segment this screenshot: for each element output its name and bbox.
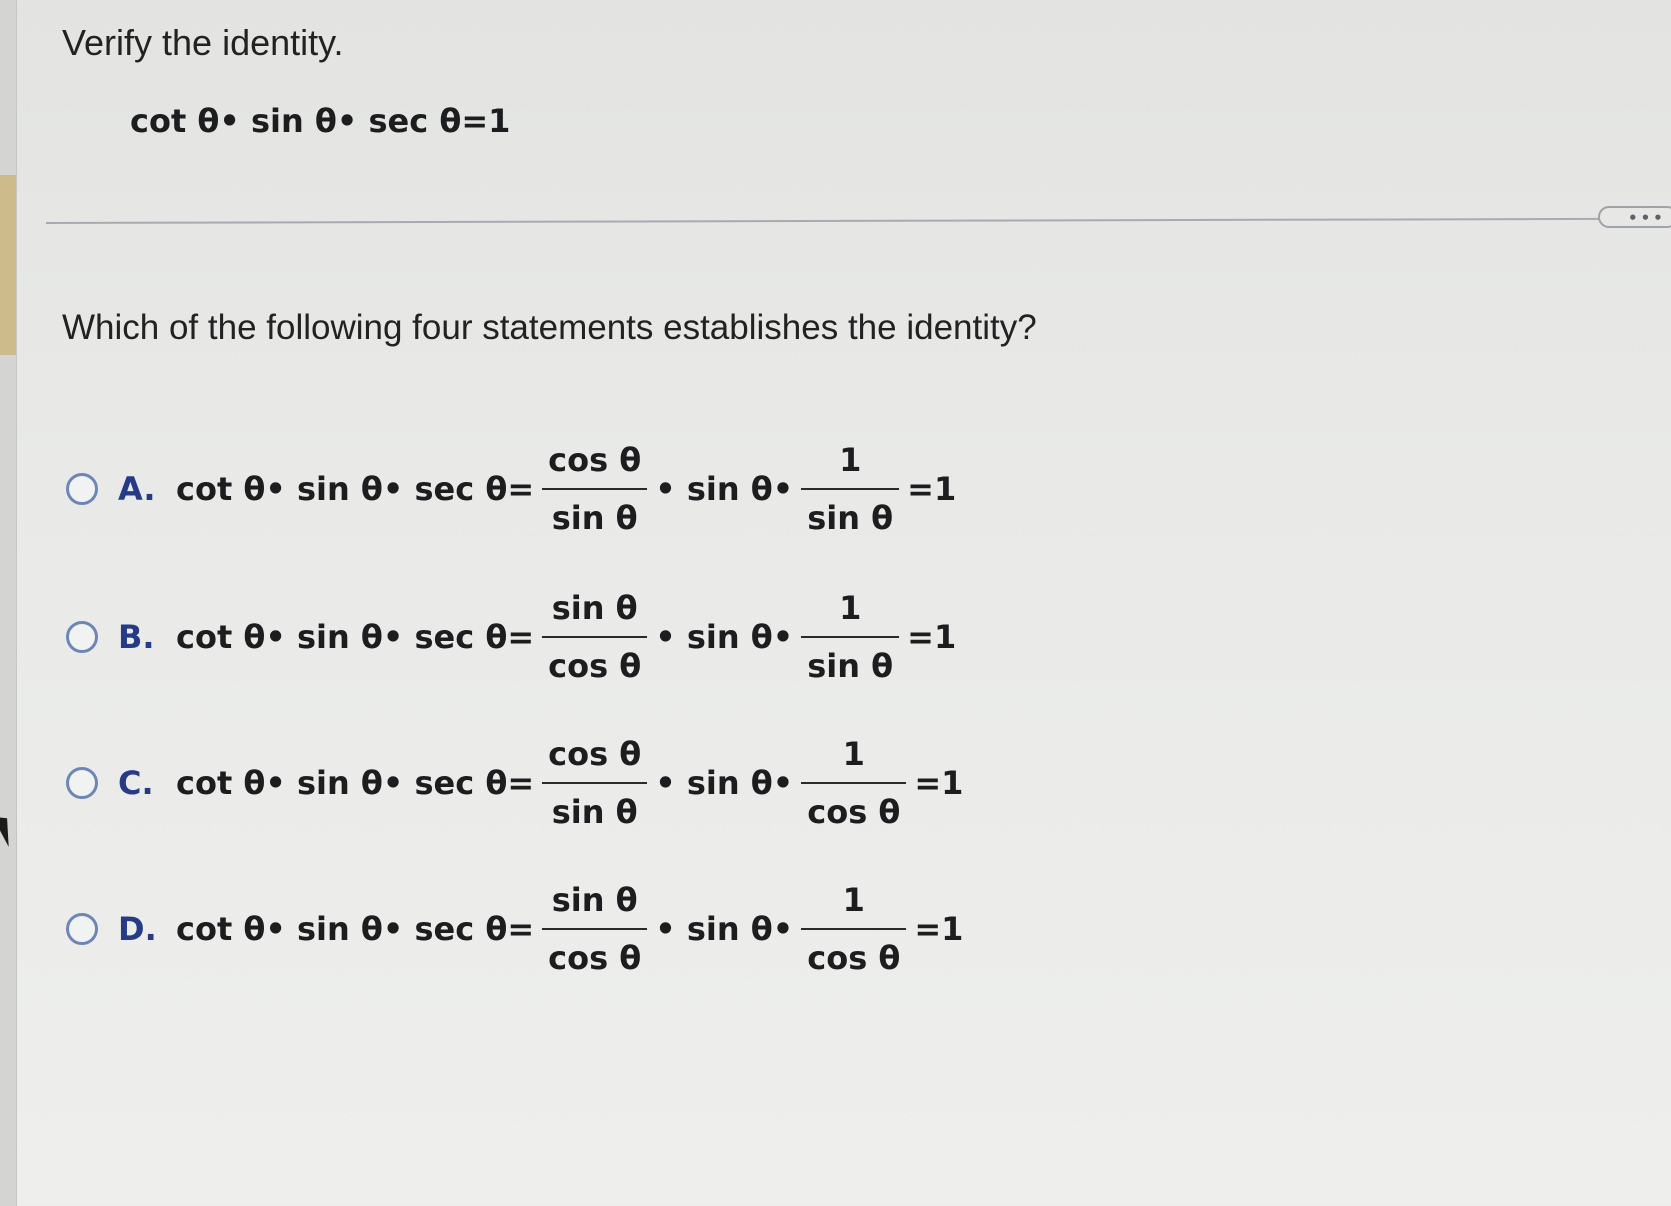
option-b-equation xyxy=(176,588,956,686)
option-c-letter: C. xyxy=(118,764,154,802)
left-accent-bar xyxy=(0,175,16,355)
option-b-lhs: cot θ• sin θ• sec θ= xyxy=(176,618,535,656)
option-c-middle: • sin θ• xyxy=(655,764,794,802)
option-d-fraction-2-numerator: 1 xyxy=(842,881,865,919)
option-c[interactable] xyxy=(66,728,963,838)
fraction-bar xyxy=(801,636,899,638)
question-text: Which of the following four statements establishes the identity? xyxy=(62,308,1037,347)
option-a-fraction-1-numerator: cos θ xyxy=(548,441,642,479)
option-a-radio[interactable] xyxy=(66,473,98,505)
option-b-letter: B. xyxy=(118,618,155,656)
option-b-fraction-2-numerator: 1 xyxy=(839,589,862,627)
option-d-radio[interactable] xyxy=(66,913,98,945)
more-options-button[interactable]: ••• xyxy=(1598,206,1671,228)
option-a-equation xyxy=(176,440,956,538)
option-b-fraction-1-numerator: sin θ xyxy=(551,589,638,627)
option-d[interactable] xyxy=(66,874,963,984)
option-a-fraction-1-denominator: sin θ xyxy=(551,499,638,537)
option-d-letter: D. xyxy=(118,910,157,948)
option-d-fraction-2-denominator: cos θ xyxy=(807,939,901,977)
option-c-fraction-1-denominator: sin θ xyxy=(551,793,638,831)
option-b-fraction-1-denominator: cos θ xyxy=(548,647,642,685)
option-b-rhs: =1 xyxy=(907,618,957,656)
option-c-equation xyxy=(176,734,963,832)
option-a-rhs: =1 xyxy=(907,470,957,508)
page-title: Verify the identity. xyxy=(62,22,344,63)
option-a-fraction-2-numerator: 1 xyxy=(839,441,862,479)
option-b[interactable] xyxy=(66,582,956,692)
fraction-bar xyxy=(542,782,647,784)
fraction-bar xyxy=(801,488,899,490)
option-b-fraction-2-denominator: sin θ xyxy=(807,647,894,685)
option-c-radio[interactable] xyxy=(66,767,98,799)
identity-expression: cot θ• sin θ• sec θ=1 xyxy=(130,102,511,140)
fraction-bar xyxy=(801,782,906,784)
option-d-fraction-1-numerator: sin θ xyxy=(551,881,638,919)
option-a-fraction-2 xyxy=(801,440,899,538)
option-d-equation xyxy=(176,880,963,978)
option-a-letter: A. xyxy=(118,470,156,508)
option-b-radio[interactable] xyxy=(66,621,98,653)
option-d-fraction-1 xyxy=(542,880,647,978)
option-d-lhs: cot θ• sin θ• sec θ= xyxy=(176,910,535,948)
fraction-bar xyxy=(542,488,647,490)
option-b-fraction-1 xyxy=(542,588,647,686)
option-a[interactable] xyxy=(66,434,956,544)
fraction-bar xyxy=(801,928,906,930)
option-c-fraction-2 xyxy=(801,734,906,832)
fraction-bar xyxy=(542,636,647,638)
option-c-fraction-1-numerator: cos θ xyxy=(548,735,642,773)
option-c-rhs: =1 xyxy=(914,764,964,802)
option-d-rhs: =1 xyxy=(914,910,964,948)
option-c-fraction-2-numerator: 1 xyxy=(842,735,865,773)
option-a-lhs: cot θ• sin θ• sec θ= xyxy=(176,470,535,508)
option-b-middle: • sin θ• xyxy=(655,618,794,656)
option-d-fraction-2 xyxy=(801,880,906,978)
option-c-fraction-1 xyxy=(542,734,647,832)
option-a-middle: • sin θ• xyxy=(655,470,794,508)
option-d-middle: • sin θ• xyxy=(655,910,794,948)
option-a-fraction-2-denominator: sin θ xyxy=(807,499,894,537)
option-c-lhs: cot θ• sin θ• sec θ= xyxy=(176,764,535,802)
fraction-bar xyxy=(542,928,647,930)
option-a-fraction-1 xyxy=(542,440,647,538)
option-b-fraction-2 xyxy=(801,588,899,686)
option-d-fraction-1-denominator: cos θ xyxy=(548,939,642,977)
section-divider xyxy=(46,218,1601,224)
option-c-fraction-2-denominator: cos θ xyxy=(807,793,901,831)
